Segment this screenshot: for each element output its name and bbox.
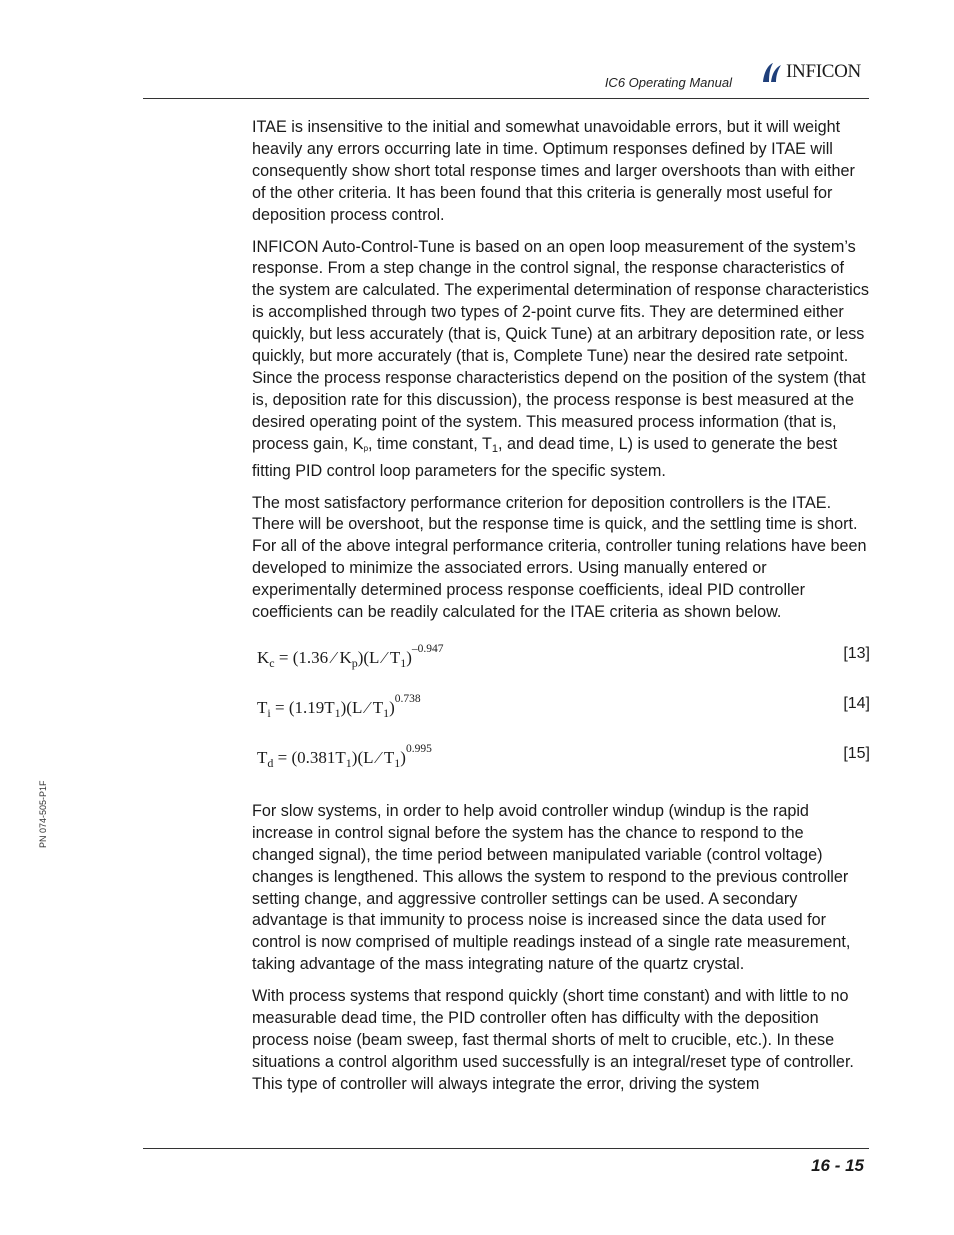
paragraph-auto-control-tune (252, 237, 870, 483)
equation-number: [14] (843, 694, 870, 712)
equation-15 (252, 737, 870, 787)
manual-title: IC6 Operating Manual (604, 75, 732, 90)
paragraph-text: INFICON Auto-Control-Tune is based on an open loop measurement of the system’s response. From a step change in the control signal, the response characteristics of the system are calculated. The experimental determination of response characteristics is accomplished through two types of 2-point curve fits. They are determined either quickly, but less accurately (that is, Quick Tune) at an arbitrary deposition rate, or less quickly, but more accurately (that is, Complete Tune) near the desired rate setpoint. Since the process response characteristics depend on the position of the system (that is, deposition rate for this discussion), the process response is best measured at the desired operating point of the system. This measured process information (that is, process gain, K (252, 237, 869, 453)
inficon-logo (760, 60, 861, 84)
paragraph-text: , time constant, T (368, 434, 492, 453)
footer-divider (143, 1148, 869, 1149)
equation-number: [13] (843, 644, 870, 662)
equation-13 (252, 637, 870, 687)
inficon-swoosh-icon (760, 60, 784, 84)
paragraph-itae: ITAE is insensitive to the initial and somewhat unavoidable errors, but it will weight heavily any errors occurring late in time. Optimum responses defined by ITAE will consequently show short total response times and larger overshoots than with either of the other criteria. It has been found that this criteria is generally most useful for deposition process control. (252, 118, 855, 224)
equation-formula: $K_c = (1.36$ ⁄ $K_p)(L$ ⁄ $T_1)^{-0.947}$ (257, 642, 444, 670)
equation-formula: $T_d = (0.381T_1)(L$ ⁄ $T_1)^{0.995}$ (257, 742, 432, 770)
paragraph-slow-systems: For slow systems, in order to help avoid controller windup (windup is the rapid increase in control signal before the system has the chance to respond to the changed signal), the time period between manipulated variable (control voltage) changes is lengthened. This allows the system to respond to the previous controller setting change, and aggressive controller settings can be used. A secondary advantage is that immunity to process noise is increased since the data used for control is now comprised of multiple readings instead of a single rate measurement, taking advantage of the mass integrating nature of the quartz crystal. (252, 801, 851, 974)
main-content (252, 117, 870, 1106)
equation-number: [15] (843, 744, 870, 762)
header-divider (143, 98, 869, 99)
logo-text: INFICON (786, 61, 861, 82)
paragraph-performance-criterion: The most satisfactory performance criterion for deposition controllers is the ITAE. There will be overshoot, but the response time is quick, and the settling time is short. For all of the above integral performance criteria, controller tuning relations have been developed to minimize the associated errors. Using manually entered or experimentally determined process response coefficients, ideal PID controller coefficients can be readily calculated for the ITAE criteria as shown below. (252, 493, 867, 622)
equation-14 (252, 687, 870, 737)
subscript-p: p (363, 443, 369, 453)
part-number-label: PN 074-505-P1F (38, 780, 48, 848)
page-number: 16 - 15 (811, 1156, 864, 1175)
paragraph-text: , and dead time, L) is used to generate the best fitting PID control loop parameters for the specific system. (252, 434, 838, 480)
subscript-1: 1 (491, 442, 499, 455)
paragraph-fast-systems: With process systems that respond quickly (short time constant) and with little to no measurable dead time, the PID controller often has difficulty with the deposition process noise (beam sweep, fast thermal shorts of melt to crucible, etc.). In these situations a control algorithm used successfully is an integral/reset type of controller. This type of controller will always integrate the error, driving the system (252, 987, 854, 1093)
equation-formula: $T_i = (1.19T_1)(L$ ⁄ $T_1)^{0.738}$ (257, 692, 421, 720)
